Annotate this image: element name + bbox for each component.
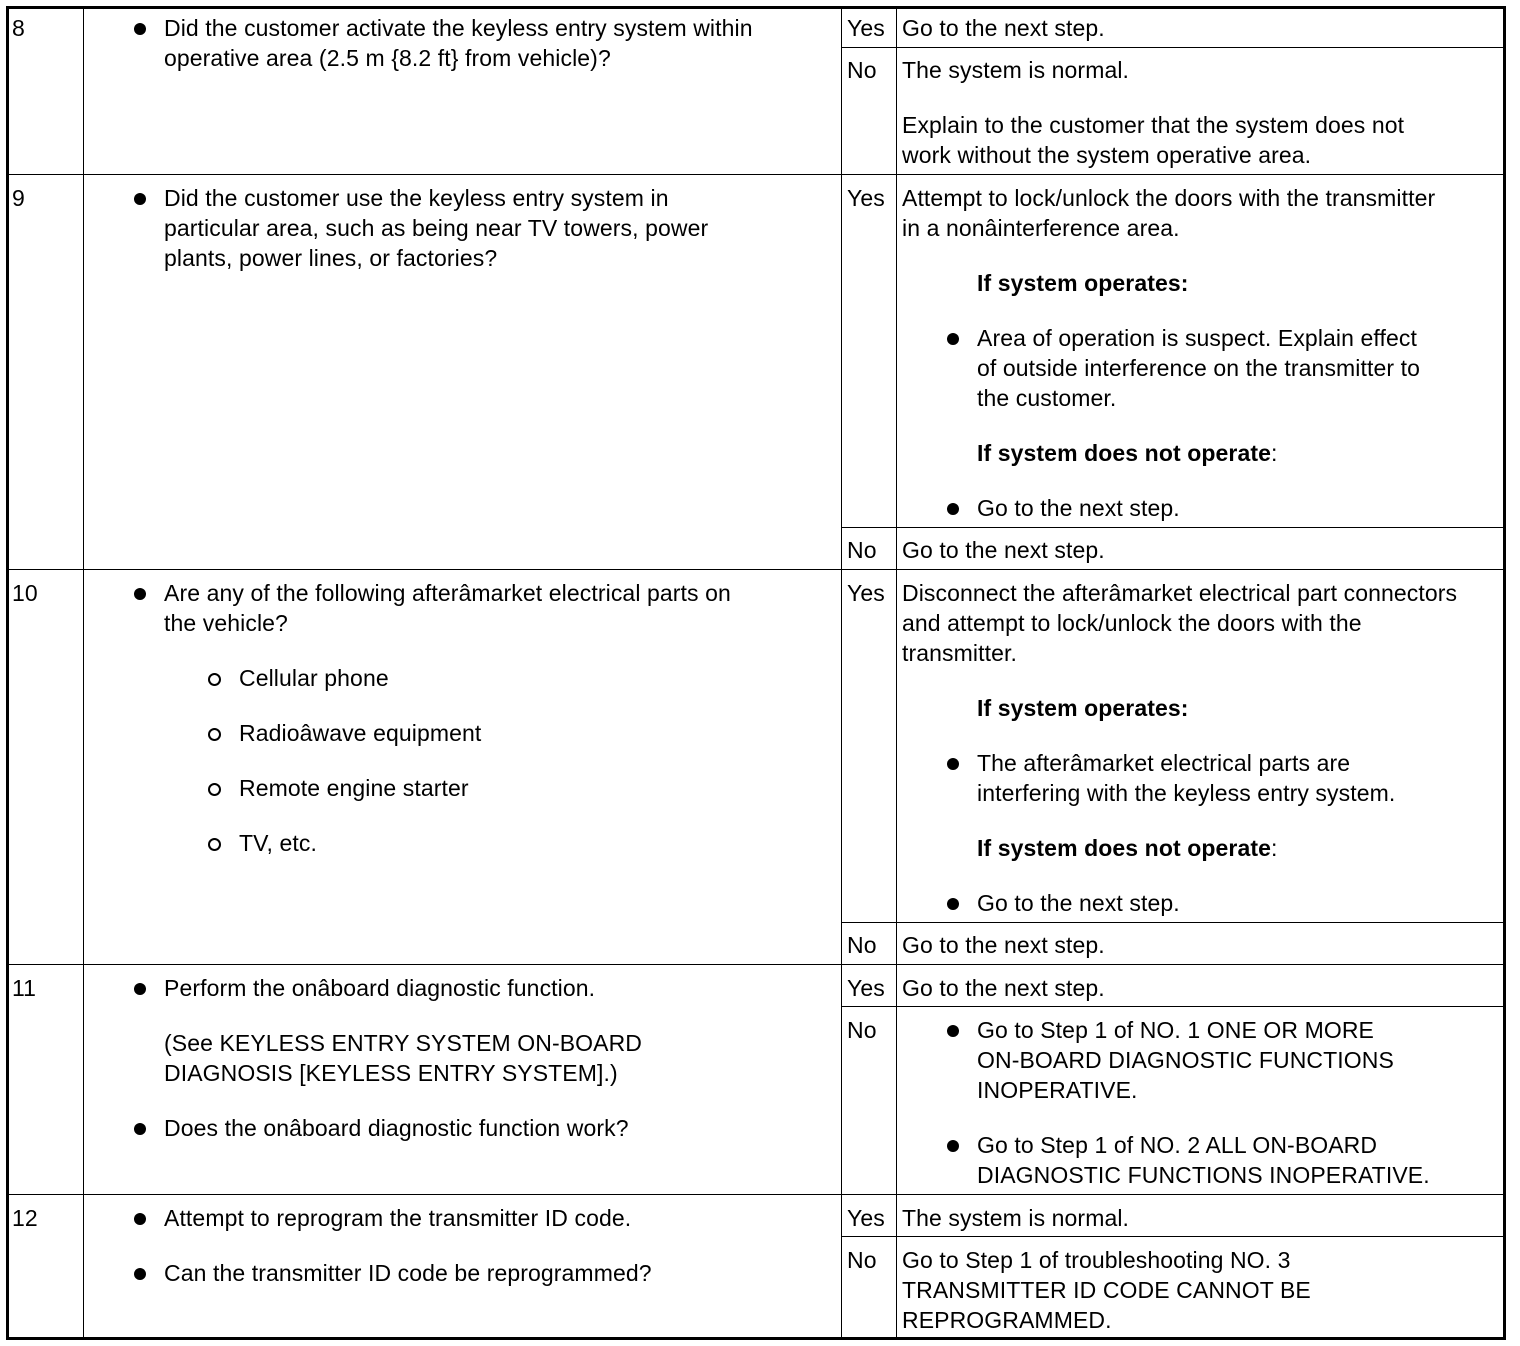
no-action: The system is normal.: [902, 57, 1130, 83]
sub-bullet-icon: [208, 673, 221, 686]
no-label: No: [847, 537, 877, 563]
question-text: Does the onâboard diagnostic function work?: [164, 1115, 629, 1141]
question-text: Attempt to reprogram the transmitter ID code.: [164, 1205, 632, 1231]
no-action: TRANSMITTER ID CODE CANNOT BE: [902, 1277, 1311, 1303]
row-divider-11-12: [9, 1194, 1503, 1195]
operates-result: interfering with the keyless entry system.: [977, 780, 1396, 806]
yes-no-divider-8: [841, 47, 1503, 48]
step-number: 11: [12, 975, 37, 1001]
yes-action: Go to the next step.: [902, 15, 1105, 41]
yes-action: Disconnect the afterâmarket electrical part connectors: [902, 580, 1458, 606]
bullet-icon: [134, 1213, 146, 1225]
troubleshooting-table: [6, 6, 1506, 1340]
yes-label: Yes: [847, 580, 885, 606]
question-text: the vehicle?: [164, 610, 288, 636]
yes-no-divider-11: [841, 1006, 1503, 1007]
operates-result: the customer.: [977, 385, 1117, 411]
question-text: plants, power lines, or factories?: [164, 245, 498, 271]
no-action: Go to the next step.: [902, 537, 1105, 563]
part-item: Remote engine starter: [239, 775, 469, 801]
bullet-icon: [947, 503, 959, 515]
no-action: Go to Step 1 of NO. 1 ONE OR MORE: [977, 1017, 1374, 1043]
sub-bullet-icon: [208, 728, 221, 741]
no-action: Go to Step 1 of NO. 2 ALL ON-BOARD: [977, 1132, 1378, 1158]
question-text: Can the transmitter ID code be reprogrammed?: [164, 1260, 652, 1286]
operates-result: of outside interference on the transmitter to: [977, 355, 1421, 381]
reference-text: DIAGNOSIS [KEYLESS ENTRY SYSTEM].): [164, 1060, 618, 1086]
no-note: Explain to the customer that the system does not: [902, 112, 1405, 138]
no-action: ON-BOARD DIAGNOSTIC FUNCTIONS: [977, 1047, 1394, 1073]
sub-bullet-icon: [208, 783, 221, 796]
reference-text: (See KEYLESS ENTRY SYSTEM ON-BOARD: [164, 1030, 643, 1056]
yes-action: The system is normal.: [902, 1205, 1130, 1231]
if-not-operates-text: If system does not operate: [977, 440, 1272, 466]
yes-action: Go to the next step.: [902, 975, 1105, 1001]
question-text: Perform the onâboard diagnostic function.: [164, 975, 596, 1001]
no-action: Go to Step 1 of troubleshooting NO. 3: [902, 1247, 1291, 1273]
row-divider-9-10: [9, 569, 1503, 570]
heading-colon: :: [1271, 835, 1278, 861]
no-label: No: [847, 57, 877, 83]
yes-no-divider-9: [841, 527, 1503, 528]
no-note: work without the system operative area.: [902, 142, 1312, 168]
bullet-icon: [134, 1268, 146, 1280]
heading-colon: :: [1271, 440, 1278, 466]
col-divider-question: [841, 9, 842, 1337]
yes-action: Attempt to lock/unlock the doors with the transmitter: [902, 185, 1436, 211]
yes-no-divider-10: [841, 922, 1503, 923]
step-number: 9: [12, 185, 25, 211]
yes-label: Yes: [847, 15, 885, 41]
bullet-icon: [947, 758, 959, 770]
yes-action: transmitter.: [902, 640, 1017, 666]
bullet-icon: [947, 1025, 959, 1037]
no-action: DIAGNOSTIC FUNCTIONS INOPERATIVE.: [977, 1162, 1430, 1188]
operates-result: The afterâmarket electrical parts are: [977, 750, 1351, 776]
no-label: No: [847, 1247, 877, 1273]
if-operates-heading: If system operates:: [977, 695, 1189, 721]
bullet-icon: [947, 333, 959, 345]
if-not-operates-text: If system does not operate: [977, 835, 1272, 861]
if-not-operates-heading: [977, 438, 1278, 468]
bullet-icon: [134, 1123, 146, 1135]
bullet-icon: [947, 898, 959, 910]
bullet-icon: [134, 588, 146, 600]
col-divider-step: [83, 9, 84, 1337]
bullet-icon: [134, 983, 146, 995]
operates-result: Area of operation is suspect. Explain effect: [977, 325, 1417, 351]
yes-action: and attempt to lock/unlock the doors with the: [902, 610, 1362, 636]
sub-bullet-icon: [208, 838, 221, 851]
step-number: 10: [12, 580, 38, 606]
step-number: 8: [12, 15, 25, 41]
no-action: INOPERATIVE.: [977, 1077, 1138, 1103]
yes-action: in a nonâinterference area.: [902, 215, 1180, 241]
no-label: No: [847, 1017, 877, 1043]
no-label: No: [847, 932, 877, 958]
part-item: Radioâwave equipment: [239, 720, 482, 746]
row-divider-8-9: [9, 174, 1503, 175]
yes-label: Yes: [847, 1205, 885, 1231]
no-action: REPROGRAMMED.: [902, 1307, 1112, 1333]
yes-label: Yes: [847, 185, 885, 211]
question-text: Did the customer use the keyless entry system in: [164, 185, 669, 211]
bullet-icon: [947, 1140, 959, 1152]
part-item: Cellular phone: [239, 665, 389, 691]
yes-no-divider-12: [841, 1236, 1503, 1237]
not-operates-action: Go to the next step.: [977, 495, 1180, 521]
question-text: Did the customer activate the keyless entry system within: [164, 15, 753, 41]
bullet-icon: [134, 193, 146, 205]
question-text: particular area, such as being near TV towers, power: [164, 215, 709, 241]
col-divider-result: [896, 9, 897, 1337]
not-operates-action: Go to the next step.: [977, 890, 1180, 916]
if-not-operates-heading: [977, 833, 1278, 863]
no-action: Go to the next step.: [902, 932, 1105, 958]
question-text: Are any of the following afterâmarket electrical parts on: [164, 580, 731, 606]
row-divider-10-11: [9, 964, 1503, 965]
if-operates-heading: If system operates:: [977, 270, 1189, 296]
yes-label: Yes: [847, 975, 885, 1001]
part-item: TV, etc.: [239, 830, 317, 856]
question-text: operative area (2.5 m {8.2 ft} from vehicle)?: [164, 45, 611, 71]
step-number: 12: [12, 1205, 38, 1231]
bullet-icon: [134, 23, 146, 35]
